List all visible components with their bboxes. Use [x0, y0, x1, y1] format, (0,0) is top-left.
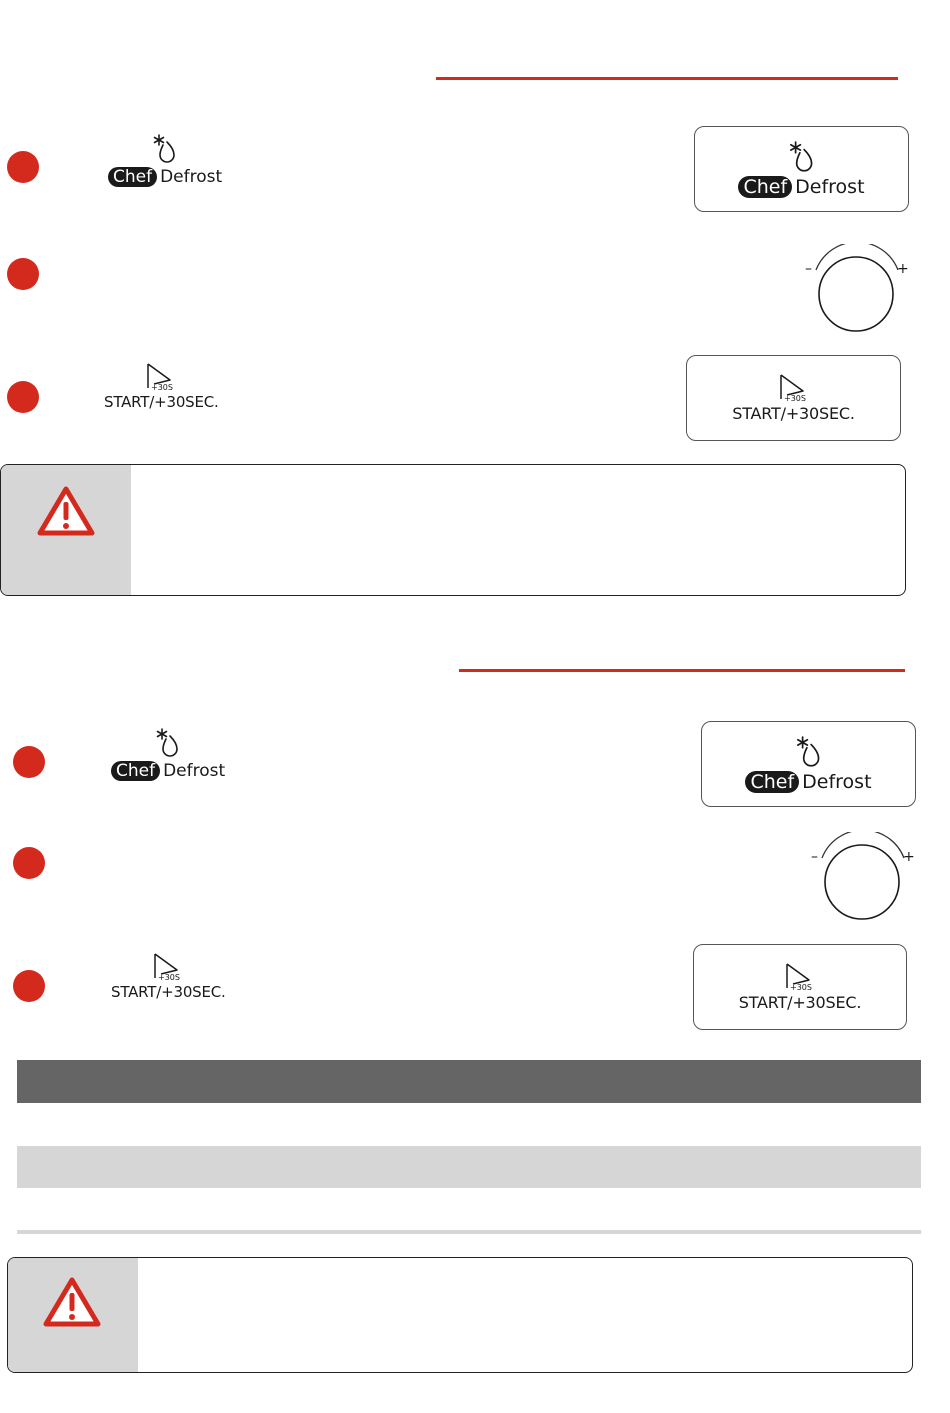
- start-label: START/+30SEC.: [104, 393, 219, 411]
- dial-knob-icon[interactable]: [802, 244, 912, 336]
- chef-badge: Chef: [111, 761, 160, 781]
- section1-title-rule: [436, 77, 898, 80]
- start-icon: [144, 362, 178, 392]
- table-row: [17, 1103, 921, 1146]
- start-label: START/+30SEC.: [111, 983, 226, 1001]
- chef-defrost-inline: [111, 727, 225, 781]
- knob-minus: –: [811, 849, 818, 865]
- step-marker-2: [7, 258, 39, 290]
- start-icon: [783, 962, 817, 992]
- start-label: START/+30SEC.: [738, 993, 862, 1012]
- warning-box-1: [0, 464, 906, 596]
- chef-badge: Chef: [108, 167, 157, 187]
- step-marker-1: [7, 151, 39, 183]
- start-button-panel[interactable]: [686, 355, 901, 441]
- defrost-label: Defrost: [160, 167, 223, 187]
- warning-triangle-icon: [37, 485, 95, 537]
- defrost-icon: [793, 735, 825, 769]
- table-bottom-rule: [17, 1230, 921, 1234]
- chef-defrost-button-panel[interactable]: [701, 721, 916, 807]
- step-marker-3: [7, 381, 39, 413]
- start-inline: [104, 362, 219, 411]
- chef-defrost-inline: [108, 133, 222, 187]
- defrost-icon: [150, 133, 180, 165]
- section2-title-rule: [459, 669, 905, 672]
- defrost-label: Defrost: [802, 771, 872, 793]
- dial-knob-icon[interactable]: [808, 832, 918, 924]
- table-header-row: [17, 1060, 921, 1103]
- chef-defrost-button-panel[interactable]: [694, 126, 909, 212]
- step-marker-2: [13, 847, 45, 879]
- start-icon: [151, 952, 185, 982]
- start-label: START/+30SEC.: [732, 404, 855, 423]
- warning-box-2: [7, 1257, 913, 1373]
- step-marker-3: [13, 970, 45, 1002]
- chef-badge: Chef: [745, 771, 799, 793]
- knob-minus: –: [805, 261, 812, 277]
- knob-plus: +: [897, 261, 909, 277]
- start-badge: +30S: [151, 383, 174, 392]
- start-button-panel[interactable]: [693, 944, 907, 1030]
- step-marker-1: [13, 746, 45, 778]
- defrost-icon: [786, 140, 818, 174]
- table-row: [17, 1146, 921, 1188]
- table-row: [17, 1188, 921, 1230]
- start-badge: +30S: [790, 983, 812, 992]
- start-badge: +30S: [783, 394, 806, 403]
- knob-plus: +: [903, 849, 915, 865]
- defrost-icon: [153, 727, 183, 759]
- defrost-label: Defrost: [795, 176, 865, 198]
- defrost-label: Defrost: [163, 761, 226, 781]
- start-icon: [777, 373, 811, 403]
- start-badge: +30S: [158, 973, 181, 982]
- warning-triangle-icon: [43, 1276, 101, 1328]
- chef-badge: Chef: [738, 176, 792, 198]
- start-inline: [111, 952, 226, 1001]
